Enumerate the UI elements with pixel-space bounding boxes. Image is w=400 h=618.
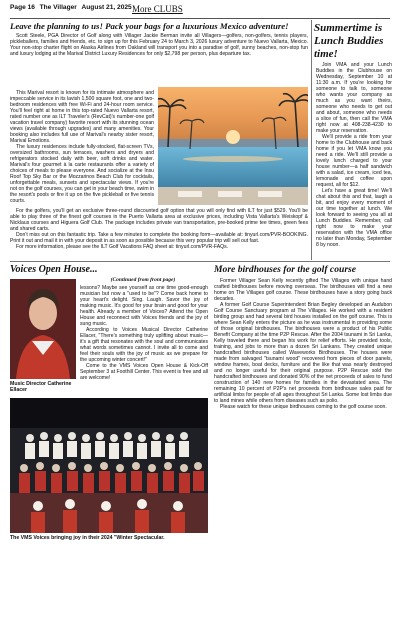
director-portrait <box>10 279 76 379</box>
voices-para: Come to the VMS Voices Open House & Kick-Off September 3 at Foothill Center. This event is free and all are welcome! <box>80 363 208 381</box>
lunch-para: We'll provide a ride from your home to the Clubhouse and back home if you let VMA know you need a ride. We'll still provide a lovely lunch charged to your house number—a half sandwich with a salad, ice cream, iced tea, lemonade and coffee upon request, all for $12. <box>316 134 392 188</box>
section-rule <box>10 261 390 262</box>
portrait-caption: Music Director Catherine Ellacer <box>10 381 72 393</box>
lunch-body <box>316 62 392 248</box>
column-divider <box>311 20 312 260</box>
mexico-headline: Leave the planning to us! Pack your bags for a luxurious Mexico adventure! <box>10 21 289 31</box>
birdhouse-para: Please watch for these unique birdhouses coming to the golf course soon. <box>220 404 387 410</box>
issue-date: August 21, 2025 <box>81 4 132 11</box>
mexico-body-top <box>10 33 308 57</box>
birdhouse-para: Former Villager Sean Kelly recently gifted The Villages with unique hand crafted birdhouses before moving overseas. The birdhouses will find a new home on The Villages golf course. These birdhouses have a story going back decades. <box>214 278 392 302</box>
mexico-para: For the golfers, you'll get an exclusive three-round discounted golf option that you will only find with ILT for just $529. You'll be able to play three of the finest golf courses in the Puerto Vallarta area at exclusive prices, including Vista Vallarta's Weiskopf & Nicklaus courses and Higuera Golf Club. The package includes private van transportation, pre-booked prime tee times, green fees and shared carts. <box>10 208 308 232</box>
lunch-para: Let's have a great time! We'll chat about this and that, laugh a bit, and enjoy every moment of our time together at lunch. We look forward to seeing you all at Lunch Buddies. Remember, call right now to make your reservation with the VMA office no later than Monday, September 8 by noon. <box>316 188 392 248</box>
voices-body <box>80 285 208 381</box>
birdhouse-headline: More birdhouses for the golf course <box>214 264 357 275</box>
birdhouse-para: A former Golf Course Superintendent Brian Begley developed an Audubon Golf Course Sanctuary program at The Villages. He worked with a resident birding group and had several bird houses installed on the golf course. This is where Sean Kelly enters the picture as he was instrumental in providing some of those original birdhouses. The birdhouses were a product of his Public Benefit Company at the time P2P Rescue. After the 2004 tsunami in Sri Lanka, Kelly traveled there and began his work for relief efforts. He provided tools, training, and jobs to more than a dozen Sri Lankans. They created unique handcrafted birdhouses called Waveworks Birdhouses. The houses were made from salvaged "tsunami wood" recovered from pieces of door panels, window frames, boat decks, furniture and the like that was nearly destroyed and no longer useful for their original purpose. P2P Rescue sold the handcrafted birdhouses and donated 90% of the net proceeds of sales to fund construction of 140 new homes for families in the devastated area. The remaining 10 percent of P2P's net proceeds from birdhouse sales paid for artificial limbs for people of all ages throughout Sri Lanka. Some lost limbs due to land mines while others from diseases such as polio. <box>214 302 392 404</box>
choir-photo <box>10 398 208 533</box>
voices-para: lessons? Maybe see yourself as one time good-enough musician but now a "used to be"? Come back home to your heart's delight. Sing. Laugh. Savor the joy of making music. It's good for your brain and good for your health. Already a member of Voices? Attend the Open House and reconnect with Voices friends and the joy of sung music. <box>80 285 208 327</box>
mexico-para: Don't miss out on this fantastic trip. Take a few minutes to complete the booking form—available at: tinyurl.com/PVR-BOOKING. Print it out and mail it in with your deposit in as soon as possible because this very popular trip will sell out fast. <box>10 232 308 244</box>
voices-para: According to Voices Musical Director Catherine Ellacer, "There's something truly uplifting about music—it's a gift that resonates with the soul and communicates what words sometimes cannot. I invite all to come and feel their souls with the joy of music as we prepare for the upcoming winter concert!" <box>80 327 208 363</box>
director-portrait-image <box>10 279 76 379</box>
birdhouse-body <box>214 278 392 410</box>
paper-name: The Villager <box>39 4 77 11</box>
mexico-para: For more information, please see the ILT Golf Vacations FAQ sheet at: tinyurl.com/PVR-FAQs. <box>16 244 229 250</box>
mexico-para: This Marival resort is known for its intimate atmosphere and impeccable service in its lavish 1,500 square foot, one and two-bedroom residences with free Wi-Fi and 24-hour room service. You'll feel right at home in this top-rated Nuevo Vallarta resort, rated number one as ILT Traveler's (RevCat)'s number-one golf vacation travel company) favorite resort with its stunning ocean views (available through upgrades) and many amenities. Your booking also includes full use of Marival's nearby sister resort, Marival Emotions. <box>10 90 154 144</box>
choir-concert-image <box>10 398 208 533</box>
resort-pool-image <box>158 87 308 205</box>
mexico-body-left <box>10 90 154 204</box>
page-header <box>10 4 390 19</box>
mexico-body-bottom <box>10 208 308 250</box>
voices-continued: (Continued from front page) <box>110 277 176 283</box>
section-title: More CLUBS <box>132 4 183 14</box>
lunch-headline: Summertime is Lunch Buddies time! <box>314 22 384 60</box>
voices-headline: Voices Open House... <box>10 264 98 275</box>
mexico-para: Scott Steele, PGA Director of Golf along with Villager Jackie Berman invite all Villagers—golfers, non-golfers, tennis players, pickleballers, families and friends, etc. to sign up for this February 24 to March 3, 2026 luxury adventure to Nuevo Vallarta, Mexico. Your non-stop charter flight on Alaska Airlines from Oakland will transport you into a paradise of golf, sunny beaches, non-stop fun and luxury lodging at the Marival District Luxury Residences for only $2,798 per person, plus departure tax. <box>10 33 308 57</box>
resort-photo <box>158 87 308 205</box>
mexico-para: The luxury residences include fully-stocked, flat-screen TVs, oversized bathrooms, sun terraces, washers and dryers and refrigerators stocked daily with beer, soft drinks and water. Marival's four gourmet à la carte restaurants offer a variety of choices of meals to please everyone. And socialize at the Insu Roof Top Sky Bar or the Mozzarinos Beach Club for cocktails, unforgettable meals, sunsets and spectacular views. If you're not on the golf courses, you can get in your beach time, swim in the resort's pools or fire it up on the five pickleball or five tennis courts. <box>10 144 154 204</box>
choir-caption: The VMS Voices bringing joy in their 2024 "Winter Spectacular. <box>10 535 165 541</box>
lunch-para: Join VMA and your Lunch Buddies in the Clubhouse on Wednesday, September 10 at 11:30 a.m. If you're looking for someone to talk to, someone who wants your company as much as you want theirs, someone who needs to get out and about, someone who needs a slice of fun, then call the VMA right now at 408-238-4230 to make your reservation. <box>316 62 392 134</box>
page-number: Page 16 <box>10 4 35 11</box>
